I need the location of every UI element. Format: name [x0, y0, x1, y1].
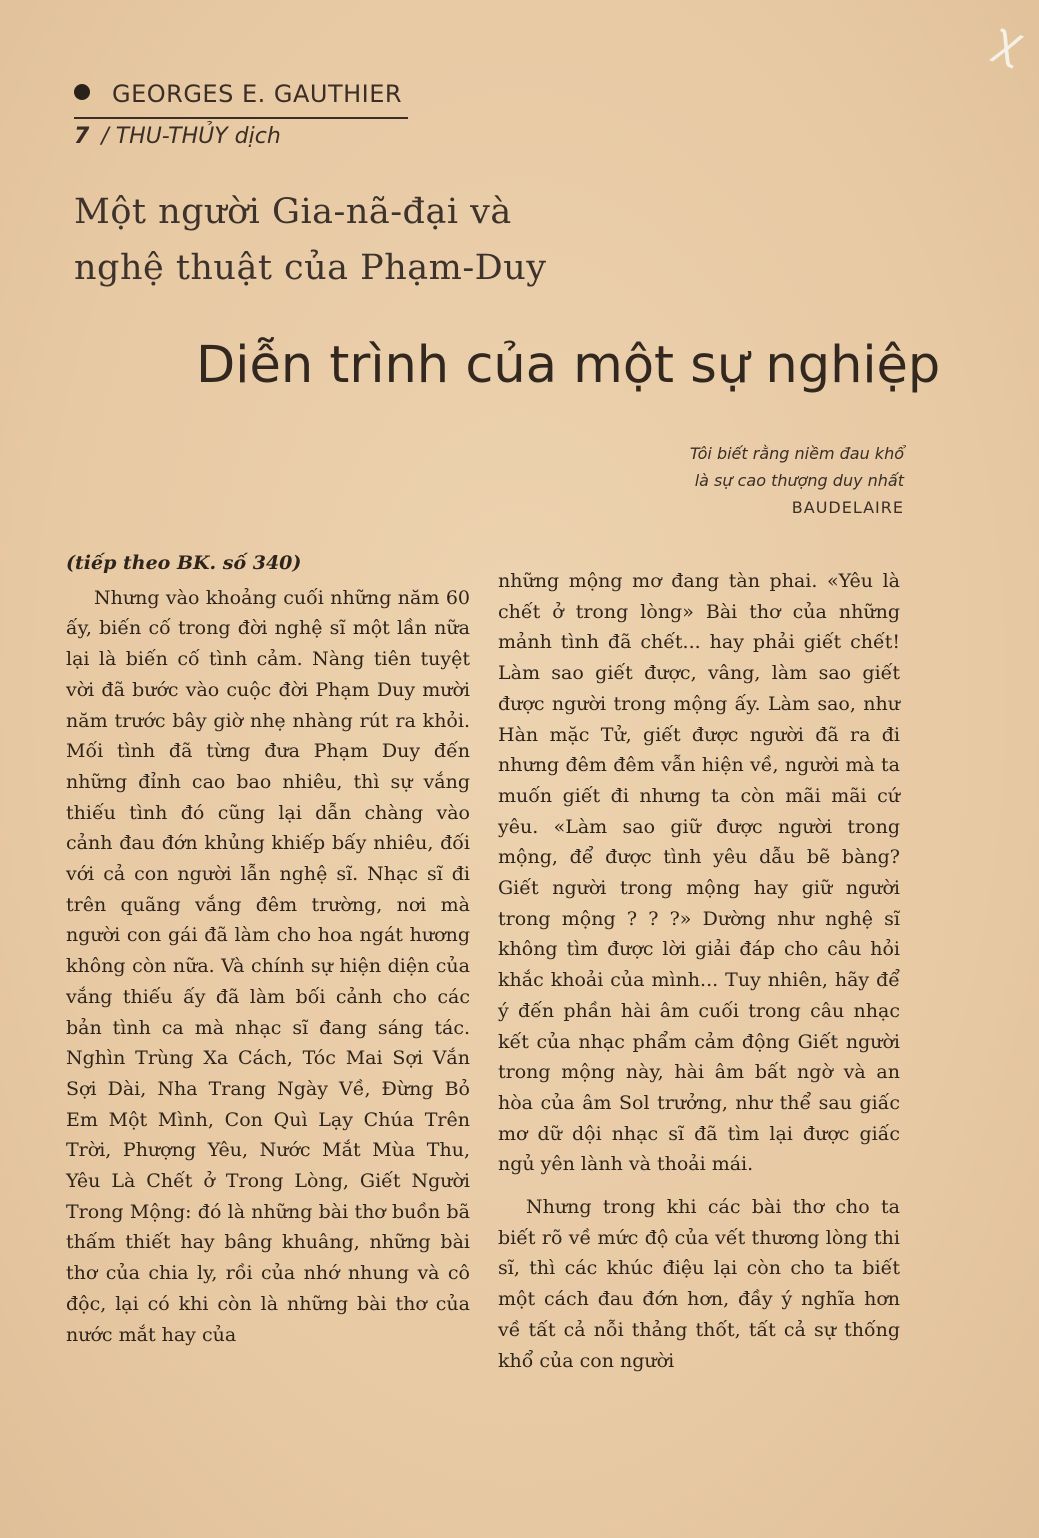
article-subtitle [74, 184, 634, 296]
bullet-icon [74, 84, 90, 100]
continued-note: (tiếp theo BK. số 340) [66, 552, 302, 574]
corner-mark-icon: ꭓ [987, 12, 1029, 69]
right-paragraph-2: Nhưng trong khi các bài thơ cho ta biết rõ về mức độ của vết thương lòng thi sĩ, thì các khúc điệu lại còn cho ta biết một cách đau đớn hơn, đầy ý nghĩa hơn về tất cả nỗi thảng thốt, tất cả sự thống khổ của con người [498, 1196, 900, 1372]
article-title: Diễn trình của một sự nghiệp [196, 336, 941, 395]
subtitle-line-1: Một người Gia-nã-đại và [74, 192, 512, 232]
epigraph-author: BAUDELAIRE [791, 498, 904, 517]
header-rule [74, 117, 408, 119]
epigraph [690, 440, 904, 521]
right-column [498, 566, 900, 1376]
left-paragraph: Nhưng vào khoảng cuối những năm 60 ấy, biến cố trong đời nghệ sĩ một lần nữa lại là biến cố tình cảm. Nàng tiên tuyệt vời đã bước vào cuộc đời Phạm Duy mười năm trước bây giờ nhẹ nhàng rút ra khỏi. Mối tình đã từng đưa Phạm Duy đến những đỉnh cao bao nhiêu, thì sự vắng thiếu tình đó cũng lại dẫn chàng vào cảnh đau đớn khủng khiếp bấy nhiêu, đối với cả con người lẫn nghệ sĩ. Nhạc sĩ đi trên quãng vắng đêm trường, nơi mà người con gái đã làm cho hoa ngát hương không còn nữa. Và chính sự hiện diện của vắng thiếu ấy đã làm bối cảnh cho các bản tình ca mà nhạc sĩ đang sáng tác. Nghìn Trùng Xa Cách, Tóc Mai Sợi Vắn Sợi Dài, Nha Trang Ngày Về, Đừng Bỏ Em Một Mình, Con Quì Lạy Chúa Trên Trời, Phượng Yêu, Nước Mắt Mùa Thu, Yêu Là Chết ở Trong Lòng, Giết Người Trong Mộng: đó là những bài thơ buồn bã thấm thiết hay bâng khuâng, những bài thơ của chia ly, rồi của nhớ nhung và cô độc, lại có khi còn là những bài thơ của nước mắt hay của [66, 586, 470, 1346]
author-name: GEORGES E. GAUTHIER [112, 80, 403, 108]
translator-line [74, 124, 281, 149]
epigraph-line-1: Tôi biết rằng niềm đau khổ [689, 444, 904, 463]
epigraph-line-2: là sự cao thượng duy nhất [694, 471, 904, 490]
author-byline [74, 80, 402, 108]
subtitle-line-2: nghệ thuật của Phạm-Duy [74, 248, 547, 288]
page-number: 7 [74, 124, 90, 149]
left-column [66, 548, 470, 1350]
right-paragraph-1: những mộng mơ đang tàn phai. «Yêu là chết ở trong lòng» Bài thơ của những mảnh tình đã chết... hay phải giết chết! Làm sao giết được, vâng, làm sao giết được người trong mộng ấy. Làm sao, như Hàn mặc Tử, giết được người đã ra đi nhưng đêm đêm vẫn hiện về, người mà ta muốn giết đi nhưng ta còn mãi mãi cứ yêu. «Làm sao giữ được người trong mộng, để được tình yêu dẫu bẽ bàng? Giết người trong mộng hay giữ người trong mộng ? ? ?» Dường như nghệ sĩ không tìm được lời giải đáp cho câu hỏi khắc khoải của mình... Tuy nhiên, hãy để ý đến phần hài âm cuối trong câu nhạc kết của nhạc phẩm cảm động Giết người trong mộng này, hài âm bất ngờ và an hòa của âm Sol trưởng, như thể sau giấc mơ dữ dội nhạc sĩ đã tìm lại được giấc ngủ yên lành và thoải mái. [498, 570, 900, 1176]
translator-credit: / THU-THỦY dịch [101, 124, 281, 149]
